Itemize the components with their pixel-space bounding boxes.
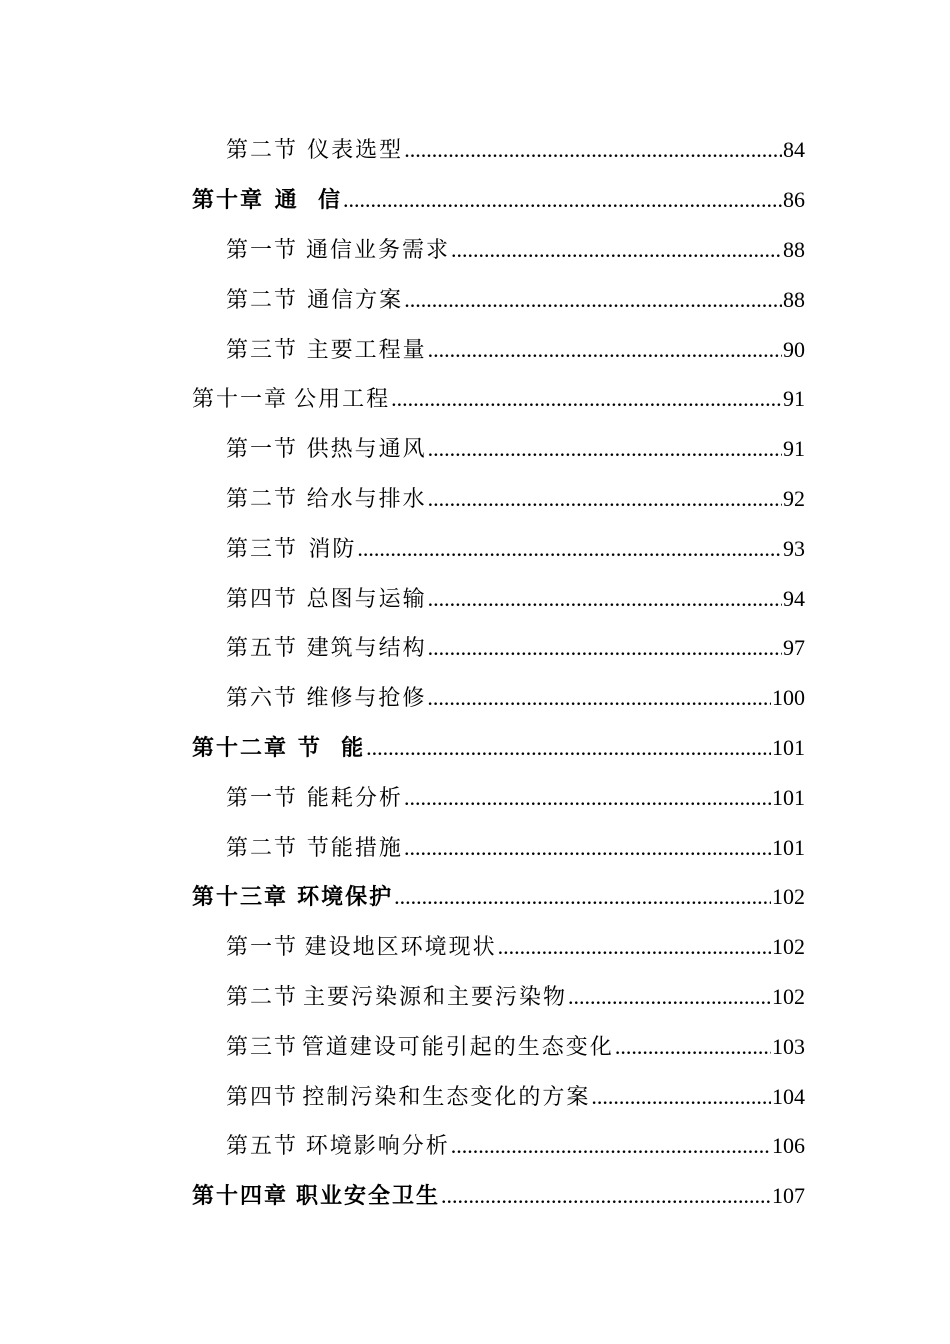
toc-entry-number: 第一节 — [226, 437, 299, 463]
toc-entry-title: 总图与运输 — [306, 586, 427, 612]
toc-entry-line — [0, 432, 805, 463]
toc-page-number: 93 — [783, 535, 805, 561]
table-of-contents — [0, 124, 950, 1220]
toc-entry-number: 第四节 — [226, 1084, 299, 1110]
toc-entry-number: 第十四章 — [192, 1184, 289, 1210]
toc-section-entry[interactable] — [0, 323, 950, 373]
toc-entry-line — [0, 681, 805, 712]
toc-dot-leader — [451, 237, 782, 263]
toc-entry-line — [0, 1129, 805, 1160]
toc-entry-line — [0, 631, 805, 662]
toc-dot-leader — [404, 137, 782, 163]
toc-dot-leader — [441, 1183, 771, 1209]
toc-dot-leader — [498, 934, 771, 960]
toc-section-entry[interactable] — [0, 224, 950, 274]
toc-entry-line — [0, 781, 805, 812]
toc-dot-leader — [404, 835, 771, 861]
toc-entry-number: 第三节 — [226, 536, 299, 562]
toc-entry-title: 建筑与结构 — [306, 636, 427, 662]
toc-dot-leader — [428, 486, 782, 512]
toc-entry-number: 第二节 — [226, 287, 299, 313]
toc-page-number: 104 — [772, 1083, 805, 1109]
toc-entry-line — [0, 133, 805, 164]
toc-entry-number: 第五节 — [226, 636, 299, 662]
toc-page-number: 106 — [772, 1133, 805, 1159]
toc-entry-line — [0, 1179, 805, 1210]
toc-entry-number: 第十章 — [192, 188, 265, 214]
toc-dot-leader — [428, 635, 782, 661]
toc-page-number: 91 — [783, 436, 805, 462]
toc-entry-number: 第四节 — [226, 586, 299, 612]
toc-dot-leader — [404, 287, 782, 313]
toc-entry-title: 主要污染源和主要污染物 — [302, 984, 567, 1010]
toc-section-entry[interactable] — [0, 1020, 950, 1070]
toc-page-number: 86 — [783, 187, 805, 213]
toc-page-number: 97 — [783, 635, 805, 661]
toc-section-entry[interactable] — [0, 821, 950, 871]
toc-entry-title: 公用工程 — [294, 387, 391, 413]
toc-section-entry[interactable] — [0, 473, 950, 523]
toc-section-entry[interactable] — [0, 971, 950, 1021]
toc-entry-title: 供热与通风 — [306, 437, 427, 463]
toc-dot-leader — [428, 337, 782, 363]
toc-page-number: 84 — [783, 137, 805, 163]
toc-page-number: 102 — [772, 884, 805, 910]
toc-entry-title: 环境影响分析 — [305, 1134, 450, 1160]
toc-dot-leader — [404, 785, 771, 811]
toc-entry-title: 环境保护 — [297, 885, 394, 911]
toc-section-entry[interactable] — [0, 921, 950, 971]
toc-entry-number: 第三节 — [226, 1034, 299, 1060]
toc-dot-leader — [568, 984, 771, 1010]
toc-entry-title: 通信业务需求 — [306, 237, 451, 263]
toc-page-number: 101 — [772, 834, 805, 860]
toc-page-number: 100 — [772, 685, 805, 711]
toc-entry-title: 控制污染和生态变化的方案 — [302, 1084, 591, 1110]
toc-chapter-entry[interactable] — [0, 722, 950, 772]
toc-entry-line — [0, 333, 805, 364]
toc-page-number: 88 — [783, 286, 805, 312]
toc-entry-number: 第一节 — [226, 785, 299, 811]
toc-page-number: 107 — [772, 1183, 805, 1209]
toc-page-number: 102 — [772, 934, 805, 960]
toc-section-entry[interactable] — [0, 423, 950, 473]
toc-entry-title: 给水与排水 — [306, 486, 427, 512]
toc-entry-number: 第十三章 — [192, 885, 289, 911]
toc-entry-title: 主要工程量 — [306, 337, 427, 363]
toc-entry-line — [0, 382, 805, 413]
toc-dot-leader — [427, 685, 771, 711]
toc-entry-line — [0, 880, 805, 911]
toc-section-entry[interactable] — [0, 572, 950, 622]
toc-dot-leader — [451, 1133, 771, 1159]
toc-section-entry[interactable] — [0, 522, 950, 572]
toc-page-number: 92 — [783, 485, 805, 511]
toc-entry-line — [0, 831, 805, 862]
toc-entry-number: 第六节 — [226, 686, 299, 712]
toc-page-number: 103 — [772, 1033, 805, 1059]
toc-page-number: 88 — [783, 236, 805, 262]
toc-page-number: 91 — [783, 386, 805, 412]
toc-entry-title: 节能措施 — [306, 835, 403, 861]
toc-entry-title: 通 信 — [274, 188, 342, 214]
toc-entry-number: 第二节 — [226, 835, 299, 861]
toc-dot-leader — [428, 586, 782, 612]
toc-entry-number: 第二节 — [226, 984, 299, 1010]
toc-chapter-entry[interactable] — [0, 373, 950, 423]
toc-page-number: 101 — [772, 734, 805, 760]
toc-entry-line — [0, 980, 805, 1011]
toc-chapter-entry[interactable] — [0, 871, 950, 921]
toc-dot-leader — [366, 735, 771, 761]
toc-page-number: 101 — [772, 784, 805, 810]
toc-entry-title: 能耗分析 — [306, 785, 403, 811]
toc-entry-line — [0, 532, 805, 563]
toc-entry-line — [0, 183, 805, 214]
toc-entry-line — [0, 1080, 805, 1111]
toc-entry-line — [0, 233, 805, 264]
toc-entry-line — [0, 482, 805, 513]
toc-dot-leader — [391, 386, 782, 412]
toc-entry-line — [0, 582, 805, 613]
toc-entry-number: 第十一章 — [192, 387, 289, 413]
toc-entry-title: 建设地区环境现状 — [304, 935, 497, 961]
toc-section-entry[interactable] — [0, 672, 950, 722]
toc-entry-line — [0, 930, 805, 961]
toc-page-number: 90 — [783, 336, 805, 362]
toc-entry-title: 维修与抢修 — [306, 686, 427, 712]
toc-entry-number: 第三节 — [226, 337, 299, 363]
toc-page-number: 102 — [772, 983, 805, 1009]
toc-entry-title: 职业安全卫生 — [296, 1184, 441, 1210]
toc-entry-number: 第五节 — [226, 1134, 299, 1160]
toc-chapter-entry[interactable] — [0, 174, 950, 224]
toc-entry-number: 第二节 — [226, 486, 299, 512]
toc-section-entry[interactable] — [0, 622, 950, 672]
toc-entry-title: 通信方案 — [307, 287, 404, 313]
toc-entry-number: 第十二章 — [192, 735, 289, 761]
toc-section-entry[interactable] — [0, 1120, 950, 1170]
toc-dot-leader — [357, 536, 782, 562]
toc-entry-title: 消防 — [308, 536, 357, 562]
toc-dot-leader — [591, 1084, 771, 1110]
toc-dot-leader — [394, 884, 771, 910]
toc-entry-line — [0, 1030, 805, 1061]
toc-entry-line — [0, 731, 805, 762]
toc-entry-title: 仪表选型 — [307, 138, 404, 164]
toc-section-entry[interactable] — [0, 273, 950, 323]
toc-page-number: 94 — [783, 585, 805, 611]
toc-dot-leader — [343, 187, 782, 213]
toc-dot-leader — [428, 436, 782, 462]
toc-section-entry[interactable] — [0, 1070, 950, 1120]
toc-entry-number: 第一节 — [226, 935, 299, 961]
toc-entry-title: 节 能 — [297, 735, 366, 761]
toc-entry-line — [0, 283, 805, 314]
toc-entry-number: 第二节 — [226, 138, 299, 164]
toc-section-entry[interactable] — [0, 124, 950, 174]
toc-entry-title: 管道建设可能引起的生态变化 — [301, 1034, 614, 1060]
toc-dot-leader — [615, 1034, 771, 1060]
toc-section-entry[interactable] — [0, 771, 950, 821]
toc-entry-number: 第一节 — [226, 237, 299, 263]
toc-chapter-entry[interactable] — [0, 1170, 950, 1220]
